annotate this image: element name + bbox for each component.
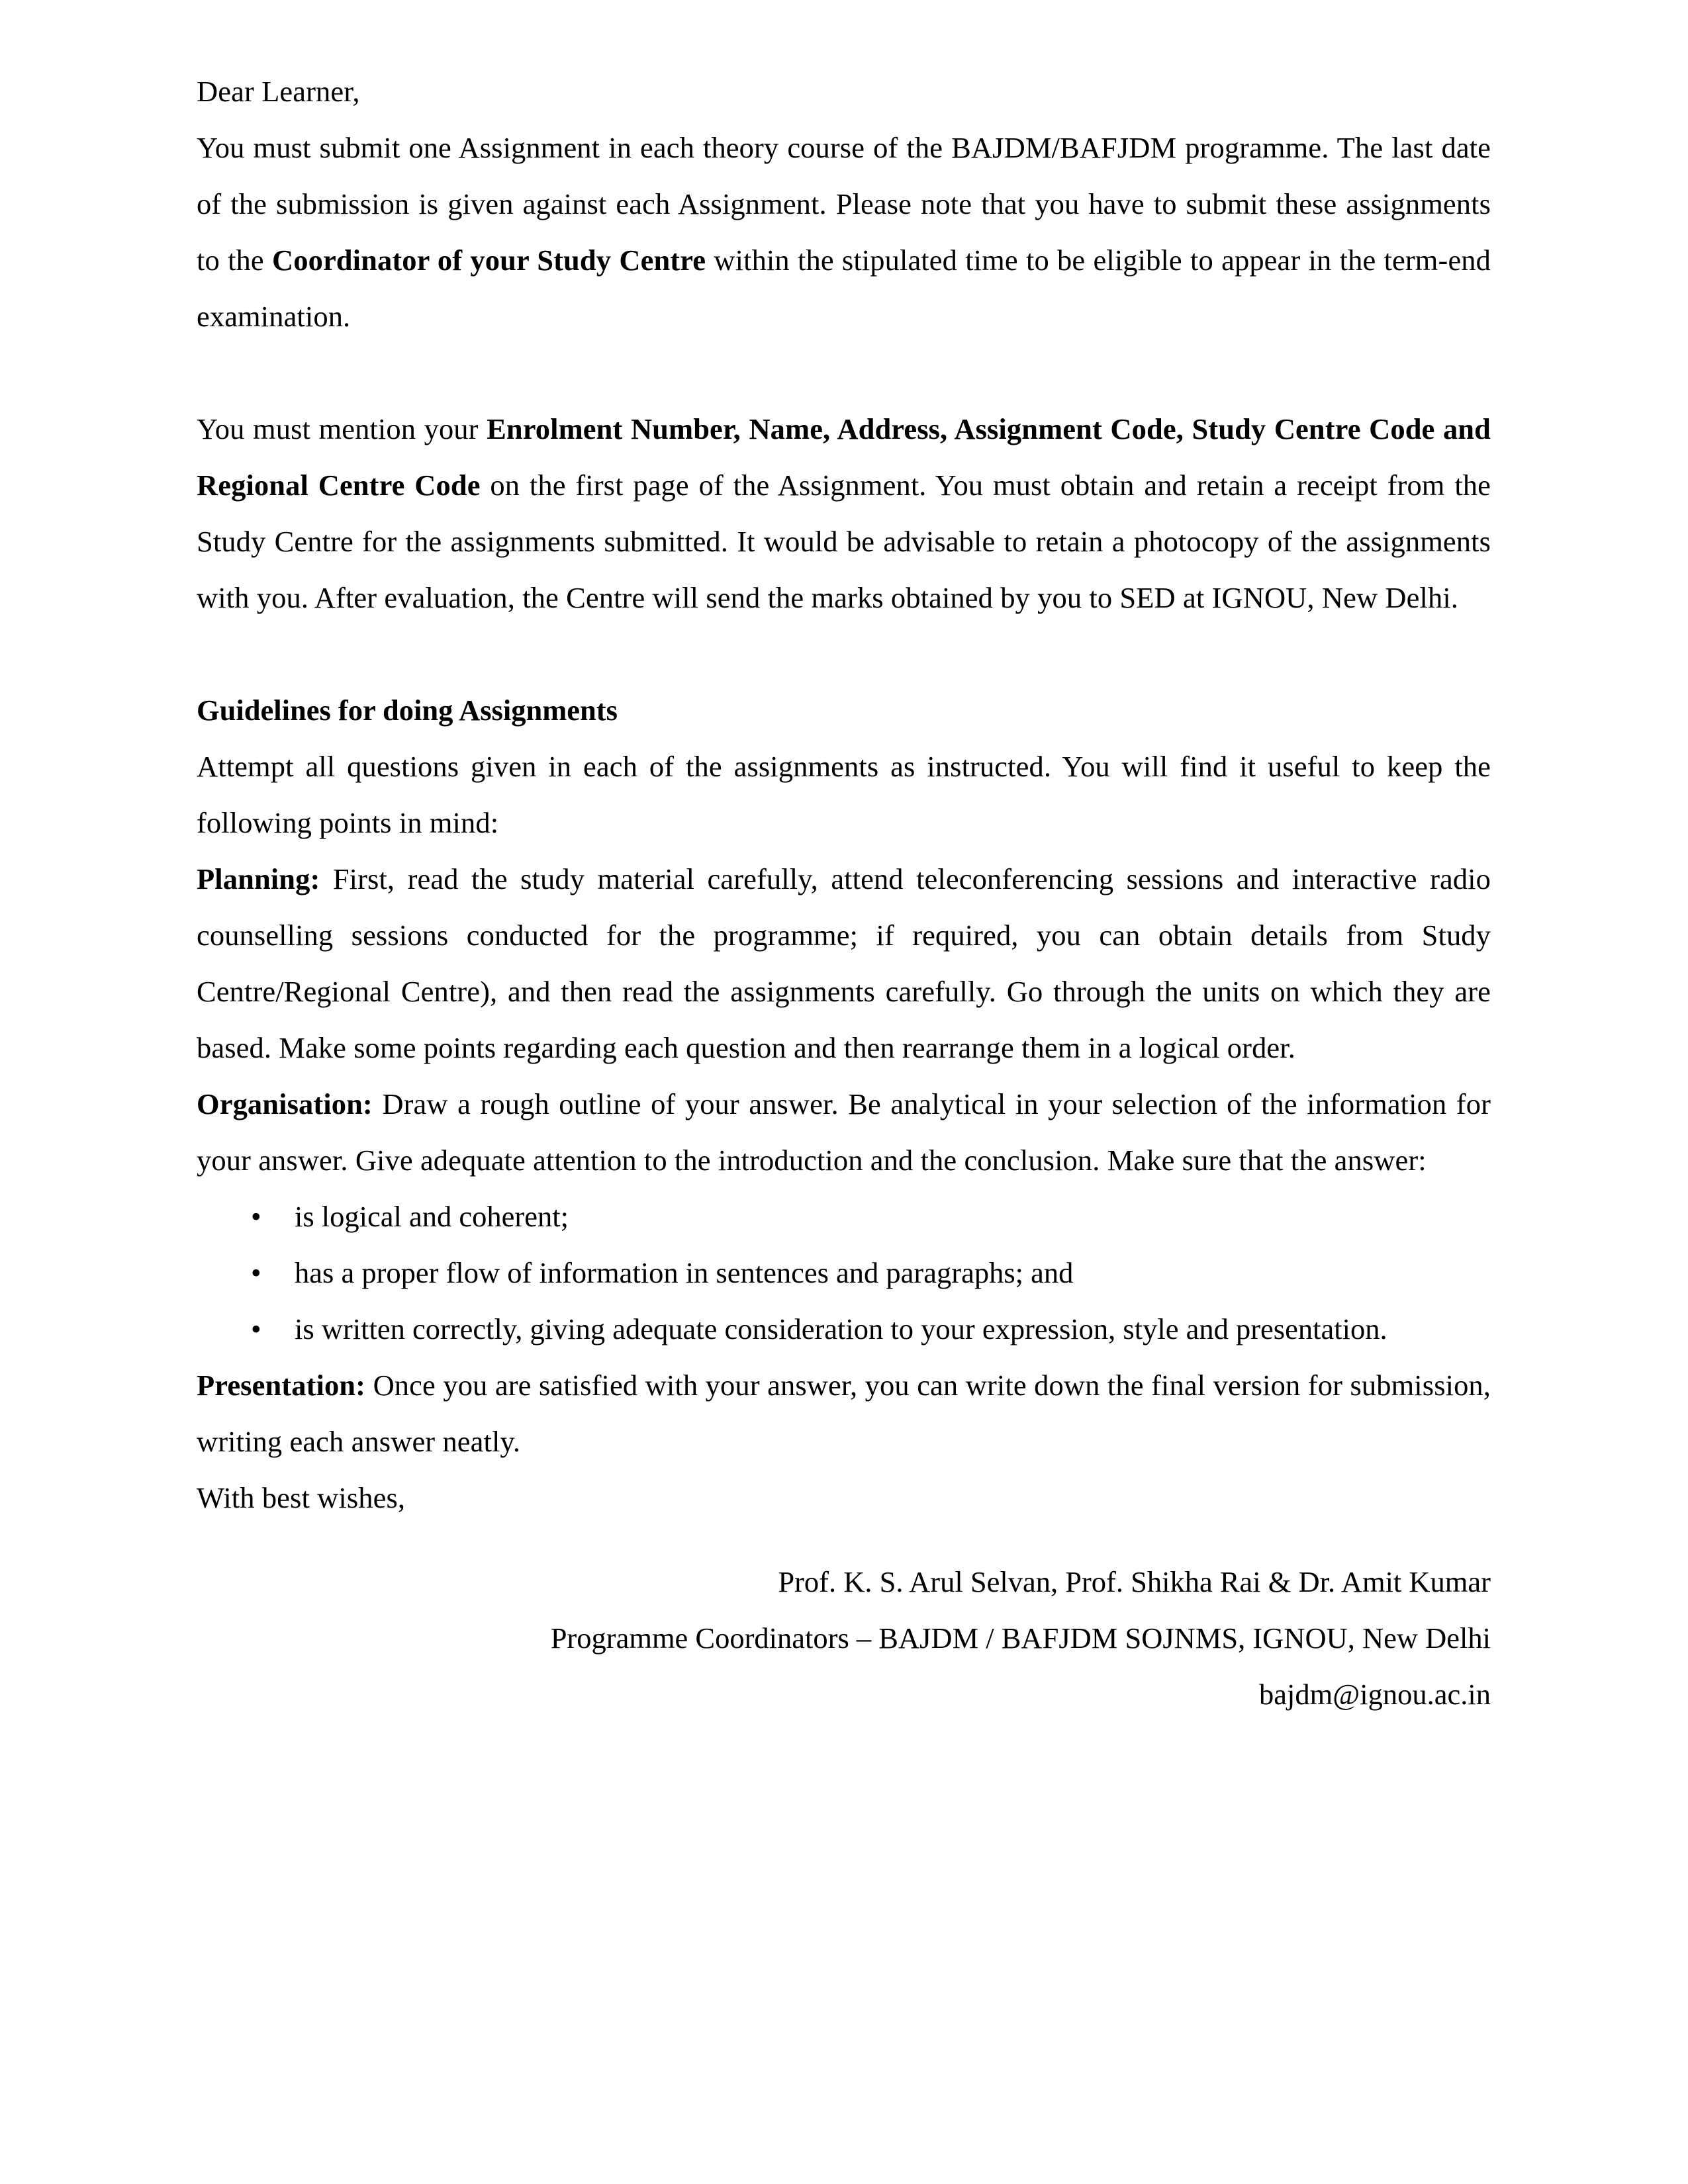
mention-text-part-2: on the first page of the Assignment. You must obtain and retain a receipt from the Study Centre for the assignments submitted. It would be advisable to retain a photocopy of the assignments with you. After evaluation, the Centre will send the marks obtained by you to SED at IGNOU, New Delhi. — [197, 469, 1491, 614]
organisation-label: Organisation: — [197, 1087, 373, 1120]
signature-block — [197, 1554, 1491, 1723]
list-item-label: is logical and coherent; — [295, 1200, 569, 1233]
list-item — [197, 1301, 1491, 1357]
list-item — [197, 1245, 1491, 1301]
organisation-text: Draw a rough outline of your answer. Be analytical in your selection of the information for your answer. Give adequate attention to the introduction and the conclusion. Make sure that the answer: — [197, 1087, 1491, 1177]
guidelines-heading: Guidelines for doing Assignments — [197, 694, 618, 727]
signature-names: Prof. K. S. Arul Selvan, Prof. Shikha Rai & Dr. Amit Kumar — [778, 1565, 1491, 1598]
intro-paragraph — [197, 120, 1491, 345]
document-body — [197, 64, 1491, 1723]
list-item-label: is written correctly, giving adequate consideration to your expression, style and presentation. — [295, 1312, 1387, 1345]
salutation: Dear Learner, — [197, 75, 360, 108]
presentation-paragraph — [197, 1357, 1491, 1470]
bullet-icon: • — [251, 1256, 261, 1289]
mention-paragraph — [197, 401, 1491, 626]
list-item — [197, 1189, 1491, 1245]
intro-text-part-2: within the stipulated time to be eligible to appear in the term-end examination. — [197, 244, 1491, 333]
bullet-icon: • — [251, 1312, 261, 1345]
planning-label: Planning: — [197, 862, 320, 895]
mention-bold-required-details: Enrolment Number, Name, Address, Assignment Code, Study Centre Code and Regional Centre Code — [197, 412, 1491, 502]
presentation-label: Presentation: — [197, 1369, 366, 1402]
mention-text-part-1: You must mention your — [197, 412, 487, 445]
answer-quality-list — [197, 1189, 1491, 1357]
spacer-before-guidelines — [197, 626, 1491, 682]
list-item-label: has a proper flow of information in sentences and paragraphs; and — [295, 1256, 1074, 1289]
intro-text-part-1: You must submit one Assignment in each theory course of the BAJDM/BAFJDM programme. The last date of the submission is given against each Assignment. Please note that you have to submit these assignments to the — [197, 131, 1491, 277]
signature-designation: Programme Coordinators – BAJDM / BAFJDM SOJNMS, IGNOU, New Delhi — [550, 1621, 1491, 1655]
closing-line: With best wishes, — [197, 1481, 406, 1514]
spacer-after-intro — [197, 345, 1491, 401]
bullet-icon: • — [251, 1200, 261, 1233]
presentation-text: Once you are satisfied with your answer, you can write down the final version for submission, writing each answer neatly. — [197, 1369, 1491, 1458]
guidelines-intro-paragraph: Attempt all questions given in each of the assignments as instructed. You will find it useful to keep the following points in mind: — [197, 750, 1491, 839]
organisation-paragraph — [197, 1076, 1491, 1189]
intro-bold-coordinator: Coordinator of your Study Centre — [272, 244, 706, 277]
planning-paragraph — [197, 851, 1491, 1076]
planning-text: First, read the study material carefully, attend teleconferencing sessions and interactive radio counselling sessions conducted for the programme; if required, you can obtain details from Study Centre/Regional Centre), and then read the assignments carefully. Go through the units on which they are based. Make some points regarding each question and then rearrange them in a logical order. — [197, 862, 1491, 1064]
signature-email: bajdm@ignou.ac.in — [1259, 1678, 1491, 1711]
